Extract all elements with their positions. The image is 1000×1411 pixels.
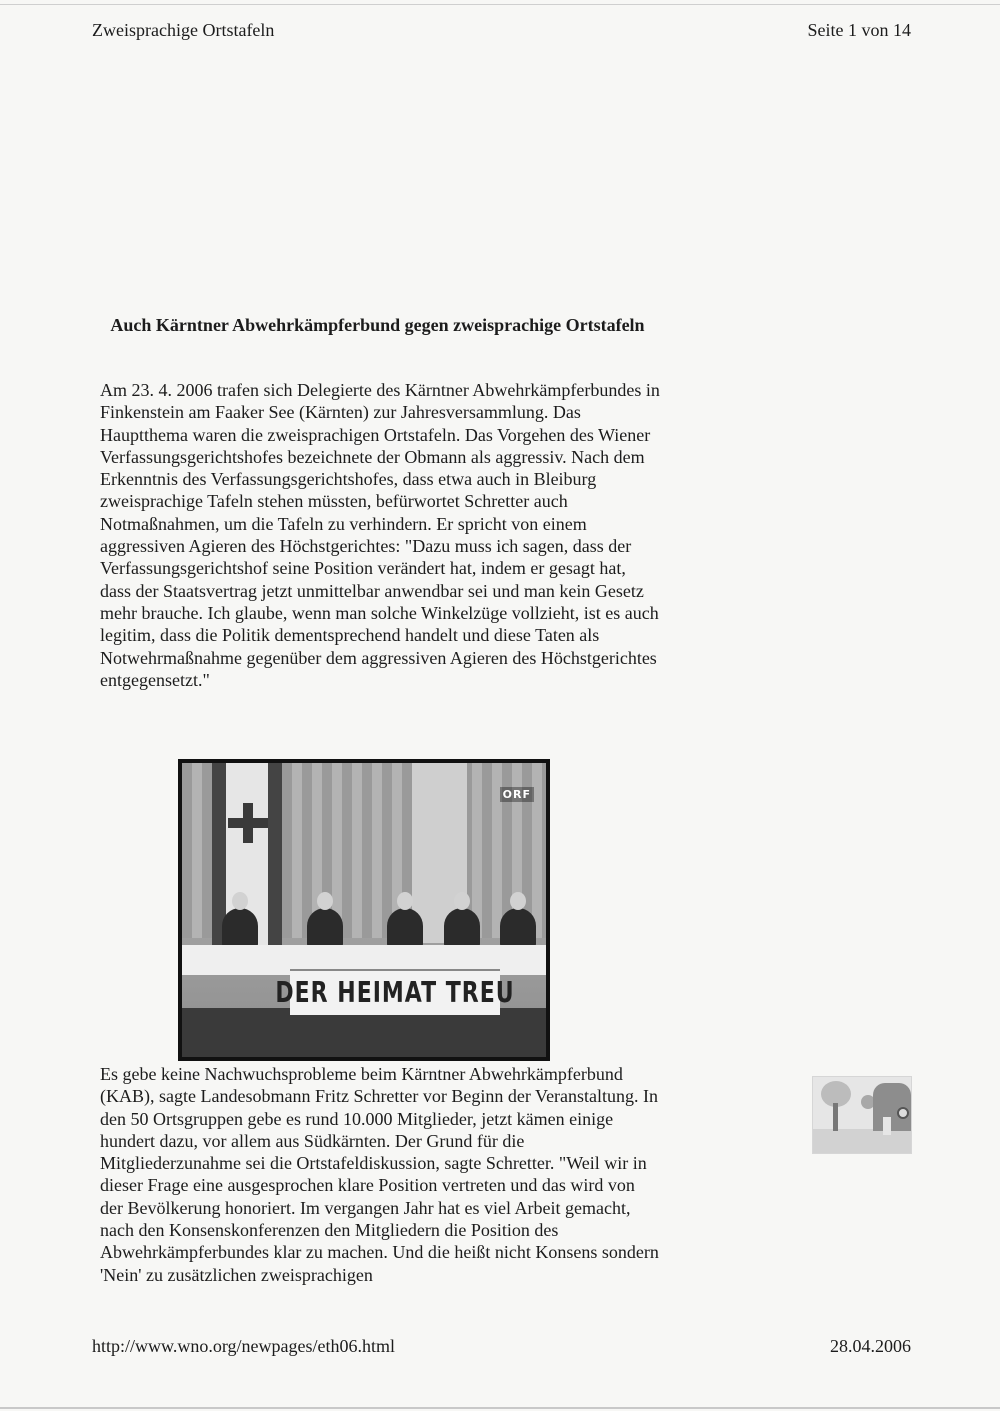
photo-person	[307, 908, 343, 948]
meeting-photo	[178, 759, 550, 1061]
tree-trunk	[833, 1103, 838, 1131]
bottom-edge-line	[0, 1407, 1000, 1409]
footer-url: http://www.wno.org/newpages/eth06.html	[92, 1336, 395, 1356]
tv-logo: ORF	[500, 787, 534, 802]
photo-banner-text: DER HEIMAT TREU	[275, 976, 515, 1010]
article-paragraph-2: Es gebe keine Nachwuchsprobleme beim Kärntner Abwehrkämpferbund (KAB), sagte Landesobmann Fritz Schretter vor Beginn der Veranstaltung. In den 50 Ortsgruppen gebe es rund 10.000 Mitglieder, jetzt kämen einige hundert dazu, vor allem aus Südkärnten. Der Grund für die Mitgliederzunahme sei die Ortstafeldiskussion, sagte Schretter. "Weil wir in dieser Frage eine ausgesprochen klare Position vertreten und das wird von der Bevölkerung honoriert. Im vergangen Jahr hat es viel Arbeit gemacht, nach den Konsenskonferenzen den Mitgliedern die Position des Abwehrkämpferbundes klar zu machen. Und die heißt nicht Konsens sondern 'Nein' zu zusätzlichen zweisprachigen	[100, 1064, 659, 1285]
photo-scene	[182, 763, 546, 1057]
side-thumbnail-image	[812, 1076, 912, 1154]
animal-leg-gap	[883, 1117, 891, 1135]
thumbnail-ground	[813, 1129, 911, 1153]
top-edge-line	[0, 4, 1000, 5]
photo-person	[500, 908, 536, 948]
photo-person	[444, 908, 480, 948]
article-paragraph-1: Am 23. 4. 2006 trafen sich Delegierte des Kärntner Abwehrkämpferbundes in Finkenstein am Faaker See (Kärnten) zur Jahresversammlung. Das Hauptthema waren die zweisprachigen Ortstafeln. Das Vorgehen des Wiener Verfassungsgerichtshofes bezeichnete der Obmann als aggressiv. Nach dem Erkenntnis des Verfassungsgerichtshofes, dass etwa auch in Bleiburg zweisprachige Tafeln stehen müssten, befürwortet Schretter auch Notmaßnahmen, um die Tafeln zu verhindern. Er spricht von einem aggressiven Agieren des Höchstgerichtes: "Dazu muss ich sagen, dass der Verfassungsgerichtshof seine Position verändert hat, indem er gesagt hat, dass der Staatsvertrag jetzt unmittelbar anwendbar sei und man kein Gesetz mehr brauche. Ich glaube, wenn man solche Winkelzüge vollzieht, ist es auch legitim, dass die Politik dementsprechend handelt und diese Taten als Notwehrmaßnahme gegenüber dem aggressiven Agieren des Höchstgerichtes entgegensetzt."	[100, 380, 660, 690]
photo-foreground	[182, 1008, 546, 1057]
photo-banner	[275, 969, 515, 1015]
document-header-title: Zweisprachige Ortstafeln	[92, 20, 275, 40]
footer-date: 28.04.2006	[830, 1336, 911, 1356]
page-number: Seite 1 von 14	[807, 20, 911, 40]
photo-person	[387, 908, 423, 948]
cross-emblem-icon	[228, 803, 268, 843]
article-title: Auch Kärntner Abwehrkämpferbund gegen zweisprachige Ortstafeln	[110, 315, 645, 335]
animal-eye-icon	[897, 1107, 909, 1119]
photo-person	[222, 908, 258, 948]
